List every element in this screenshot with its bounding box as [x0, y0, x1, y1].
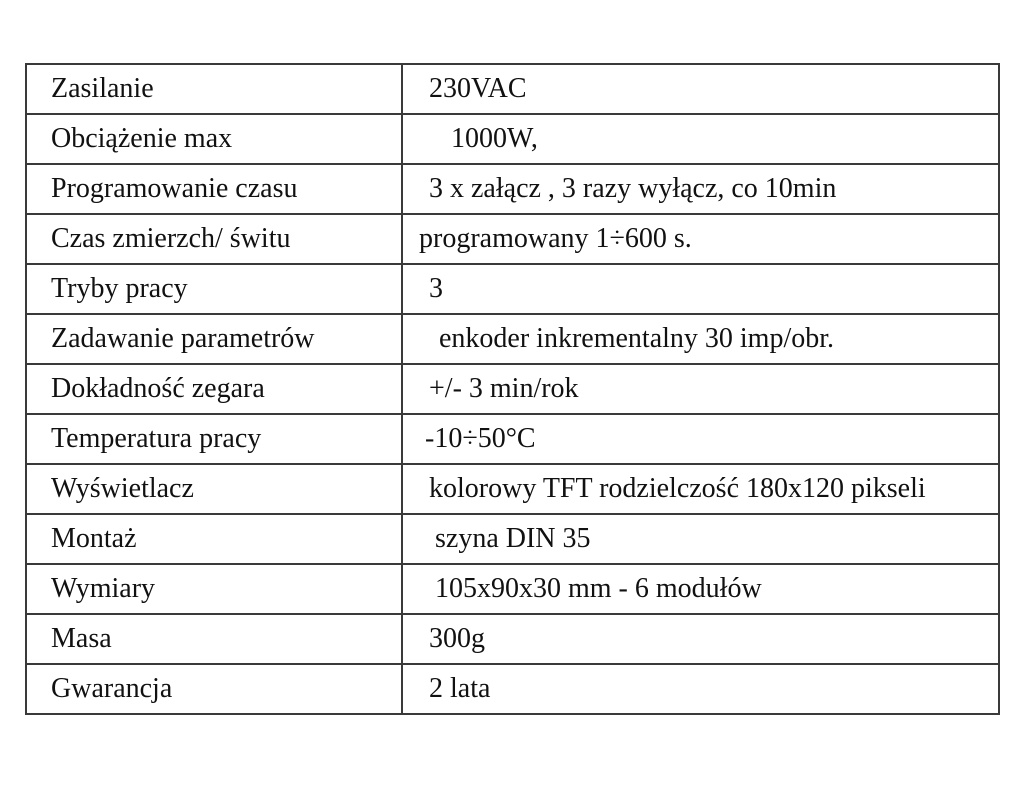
table-row	[26, 614, 999, 664]
spec-value: 3	[402, 264, 999, 314]
spec-value: -10÷50°C	[402, 414, 999, 464]
table-row	[26, 214, 999, 264]
spec-value: 1000W,	[402, 114, 999, 164]
table-row	[26, 414, 999, 464]
spec-label: Masa	[26, 614, 402, 664]
spec-value: +/- 3 min/rok	[402, 364, 999, 414]
spec-label: Gwarancja	[26, 664, 402, 714]
table-row	[26, 564, 999, 614]
spec-label: Wymiary	[26, 564, 402, 614]
table-row	[26, 664, 999, 714]
spec-label: Programowanie czasu	[26, 164, 402, 214]
spec-label: Temperatura pracy	[26, 414, 402, 464]
spec-label: Obciążenie max	[26, 114, 402, 164]
spec-value: kolorowy TFT rodzielczość 180x120 pikseli	[402, 464, 999, 514]
spec-value: 105x90x30 mm - 6 modułów	[402, 564, 999, 614]
spec-label: Dokładność zegara	[26, 364, 402, 414]
table-row	[26, 164, 999, 214]
table-row	[26, 264, 999, 314]
table-row	[26, 514, 999, 564]
spec-label: Tryby pracy	[26, 264, 402, 314]
spec-value: 300g	[402, 614, 999, 664]
spec-label: Zadawanie parametrów	[26, 314, 402, 364]
table-row	[26, 314, 999, 364]
table-row	[26, 464, 999, 514]
specification-table	[25, 63, 1000, 715]
spec-label: Montaż	[26, 514, 402, 564]
spec-label: Czas zmierzch/ świtu	[26, 214, 402, 264]
spec-value: 2 lata	[402, 664, 999, 714]
spec-value: enkoder inkrementalny 30 imp/obr.	[402, 314, 999, 364]
spec-label: Zasilanie	[26, 64, 402, 114]
table-row	[26, 64, 999, 114]
spec-value: szyna DIN 35	[402, 514, 999, 564]
spec-value: 3 x załącz , 3 razy wyłącz, co 10min	[402, 164, 999, 214]
spec-label: Wyświetlacz	[26, 464, 402, 514]
table-row	[26, 114, 999, 164]
spec-value: programowany 1÷600 s.	[402, 214, 999, 264]
table-row	[26, 364, 999, 414]
spec-value: 230VAC	[402, 64, 999, 114]
